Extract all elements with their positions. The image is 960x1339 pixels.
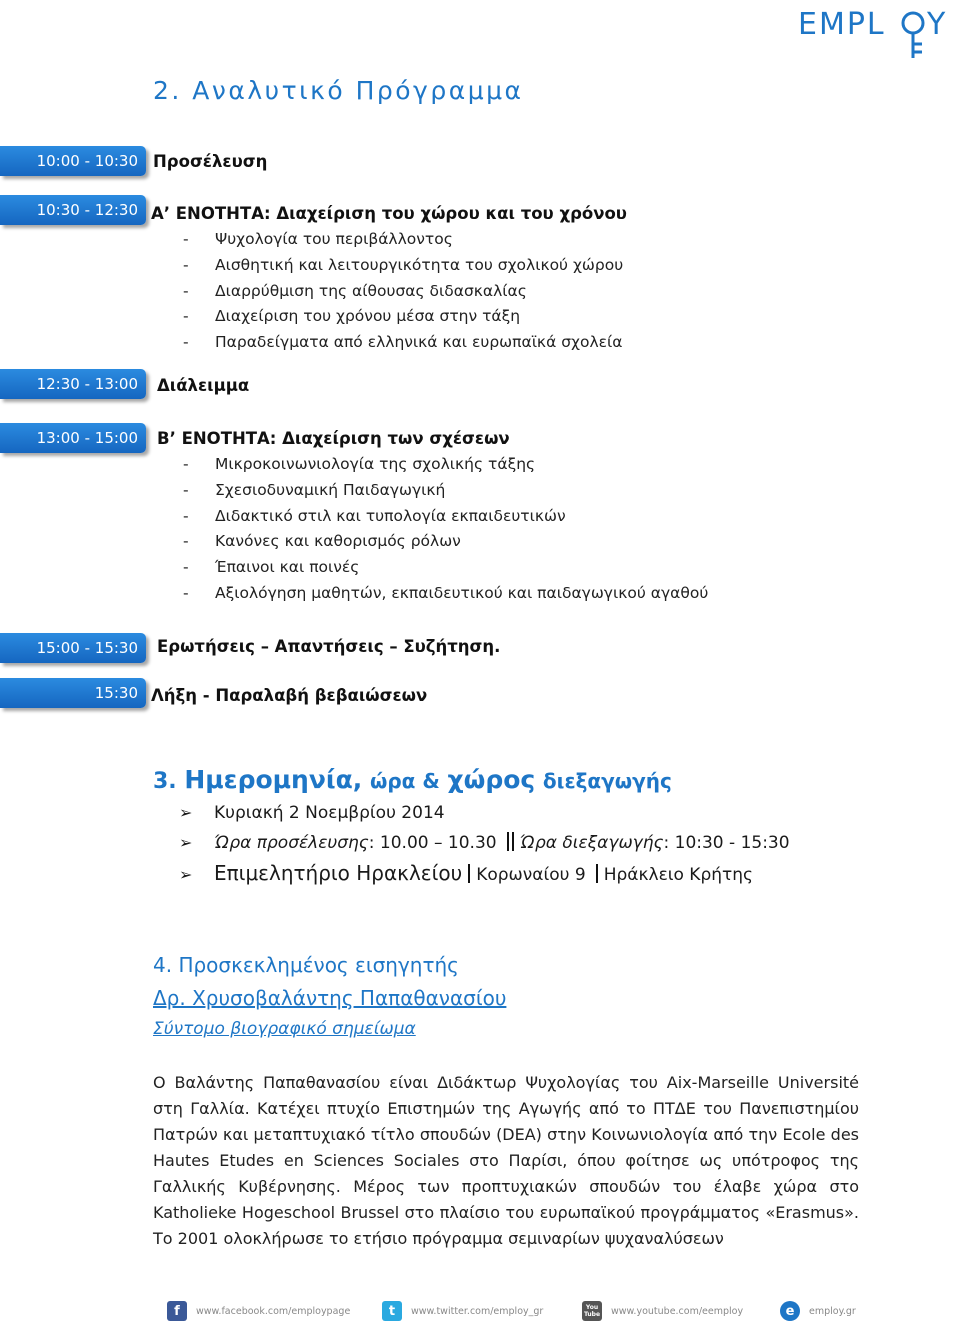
bio-paragraph: Ο Βαλάντης Παπαθανασίου είναι Διδάκτωρ Ψυχολογίας του Aix-Marseille Université στη Γαλλία. Κατέχει πτυχίο Επιστημών της Αγωγής από το ΠΤΔΕ του Πανεπιστημίου Πατρών και μεταπτυχιακό τίτλο σπουδών (DEA) στην Κοινωνιολογία από την Ecole des Hautes Etudes en Sciences Sociales στο Παρίσι, όπου φοίτησε ως υπότροφος της Γαλλικής Κυβέρνησης. Μέρος των προπτυχιακών σπουδών του έλαβε χώρα στο Katholieke Hogeschool Brussel στο πλαίσιο του ευρωπαϊκού προγράμματος «Erasmus». Το 2001 ολοκλήρωσε το ετήσιο πρόγραμμα σεμιναρίων ψυχαναλύσεων <box>153 1073 859 1248</box>
time-badge: 13:00 - 15:00 <box>0 423 146 453</box>
list-item: - Μικροκοινωνιολογία της σχολικής τάξης <box>183 455 536 473</box>
row-title: Β’ ΕΝΟΤΗΤΑ: Διαχείριση των σχέσεων <box>157 429 510 448</box>
date-item: ➢ Κυριακή 2 Νοεμβρίου 2014 <box>179 803 445 823</box>
row-title: Ερωτήσεις – Απαντήσεις – Συζήτηση. <box>157 637 501 656</box>
arrow-icon: ➢ <box>179 833 193 852</box>
row-title: Διάλειμμα <box>157 376 250 395</box>
section-4-title: 4. Προσκεκλημένος εισηγητής <box>153 953 459 977</box>
time-badge: 15:30 <box>0 678 146 708</box>
arrow-icon: ➢ <box>179 803 193 822</box>
list-item: - Κανόνες και καθορισμός ρόλων <box>183 532 461 551</box>
arrow-icon: ➢ <box>179 865 193 884</box>
time-badge: 10:30 - 12:30 <box>0 195 146 225</box>
svg-text:EMPL: EMPL <box>798 7 886 42</box>
footer <box>0 1296 960 1326</box>
list-item: - Διαρρύθμιση της αίθουσας διδασκαλίας <box>183 281 527 300</box>
time-badge: 15:00 - 15:30 <box>0 633 146 663</box>
time-badge: 12:30 - 13:00 <box>0 369 146 399</box>
time-badge: 10:00 - 10:30 <box>0 146 146 176</box>
footer-facebook-link[interactable]: f www.facebook.com/employpage <box>167 1296 350 1326</box>
svg-text:Y: Y <box>927 7 946 42</box>
twitter-icon: t <box>382 1301 402 1321</box>
speaker-name: Δρ. Χρυσοβαλάντης Παπαθανασίου <box>153 986 507 1010</box>
footer-twitter-link[interactable]: t www.twitter.com/employ_gr <box>382 1296 543 1326</box>
employ-icon: e <box>780 1301 800 1321</box>
time-item: ➢ Ώρα προσέλευσης: 10.00 – 10.30 Ώρα διεξαγωγής: 10:30 - 15:30 <box>179 833 790 853</box>
separator <box>468 864 470 883</box>
row-title: Προσέλευση <box>153 152 268 171</box>
section-3-title: 3. Ημερομηνία, ώρα & χώρος διεξαγωγής <box>153 765 672 794</box>
youtube-icon: You Tube <box>582 1301 602 1321</box>
venue-item: ➢ Επιμελητήριο Ηρακλείου Κορωναίου 9 Ηράκλειο Κρήτης <box>179 861 754 885</box>
list-item: - Αισθητική και λειτουργικότητα του σχολικού χώρου <box>183 255 624 274</box>
list-item: - Έπαινοι και ποινές <box>183 558 360 577</box>
separator <box>596 864 598 883</box>
list-item: - Αξιολόγηση μαθητών, εκπαιδευτικού και παιδαγωγικού αγαθού <box>183 583 709 602</box>
row-title: Λήξη - Παραλαβή βεβαιώσεων <box>151 686 428 705</box>
facebook-icon: f <box>167 1301 187 1321</box>
footer-youtube-link[interactable]: You Tube www.youtube.com/eemploy <box>582 1296 743 1326</box>
footer-website-link[interactable]: e employ.gr <box>780 1296 856 1326</box>
section-2-title: 2. Αναλυτικό Πρόγραμμα <box>153 76 524 105</box>
list-item: - Διαχείριση του χρόνου μέσα στην τάξη <box>183 307 521 326</box>
list-item: - Σχεσιοδυναμική Παιδαγωγική <box>183 480 446 499</box>
employ-logo <box>796 4 956 60</box>
bio-heading: Σύντομο βιογραφικό σημείωμα <box>153 1019 416 1039</box>
row-title: Α’ ΕΝΟΤΗΤΑ: Διαχείριση του χώρου και του χρόνου <box>151 204 627 223</box>
list-item: - Διδακτικό στιλ και τυπολογία εκπαιδευτικών <box>183 506 566 525</box>
list-item: - Παραδείγματα από ελληνικά και ευρωπαϊκά σχολεία <box>183 333 623 352</box>
separator <box>507 832 514 851</box>
topic-list <box>183 230 623 359</box>
topic-list <box>183 455 708 610</box>
list-item: - Ψυχολογία του περιβάλλοντος <box>183 230 453 248</box>
